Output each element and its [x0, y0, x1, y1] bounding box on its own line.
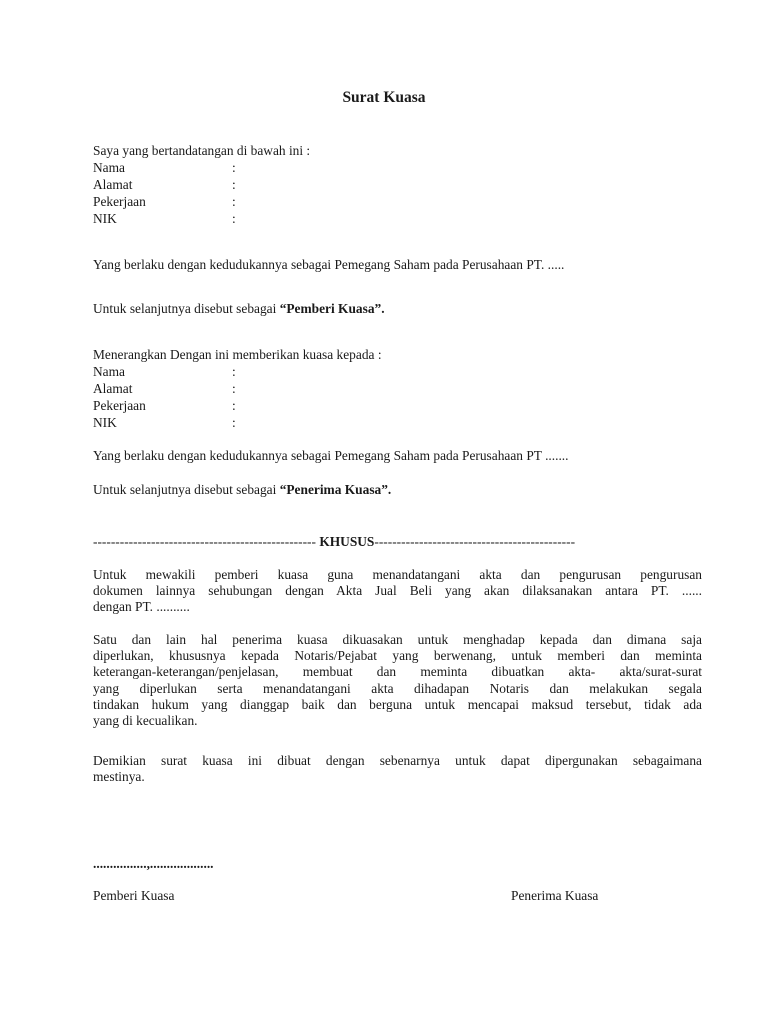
grantor-field-nik	[93, 210, 310, 227]
section-divider-khusus	[93, 533, 673, 550]
paragraph-line: yang di kecualikan.	[93, 712, 198, 728]
mandate-paragraph	[93, 567, 702, 616]
grantee-field-nik	[93, 414, 382, 431]
field-colon: :	[232, 415, 236, 430]
designation-term: “Pemberi Kuasa”.	[279, 301, 385, 316]
field-label: Pekerjaan	[93, 194, 146, 209]
paragraph-line: dokumen lainnya sehubungan dengan Akta Jual Beli yang akan dilaksanakan antara PT. ......	[93, 583, 702, 599]
grantor-designation	[93, 300, 385, 317]
closing-paragraph	[93, 753, 702, 785]
field-colon: :	[232, 364, 236, 379]
document-title: Surat Kuasa	[342, 89, 426, 106]
grantor-field-occupation	[93, 193, 310, 210]
grantee-field-occupation	[93, 397, 382, 414]
grantee-field-name	[93, 363, 382, 380]
grantee-position-text: Yang berlaku dengan kedudukannya sebagai Pemegang Saham pada Perusahaan PT .......	[93, 448, 569, 463]
paragraph-line: Satu dan lain hal penerima kuasa dikuasakan untuk menghadap kepada dan dimana saja	[93, 632, 702, 647]
paragraph-line: yang diperlukan serta menandatangani akta dihadapan Notaris dan melakukan segala	[93, 680, 702, 696]
field-colon: :	[232, 381, 236, 396]
paragraph-line: Demikian surat kuasa ini dibuat dengan sebenarnya untuk dapat dipergunakan sebagaimana	[93, 753, 702, 768]
designation-term: “Penerima Kuasa”.	[279, 482, 392, 497]
divider-label: KHUSUS	[315, 534, 375, 549]
field-label: Nama	[93, 364, 125, 379]
field-label: Alamat	[93, 177, 133, 192]
field-label: Alamat	[93, 381, 133, 396]
field-label: Nama	[93, 160, 125, 175]
intro-text: Saya yang bertandatangan di bawah ini :	[93, 143, 311, 158]
grantor-field-name	[93, 159, 310, 176]
paragraph-line: tindakan hukum yang dianggap baik dan berguna untuk mencapai maksud tersebut, tidak ada	[93, 696, 702, 712]
paragraph-line: diperlukan, khususnya kepada Notaris/Pejabat yang berwenang, untuk memberi dan meminta	[93, 648, 702, 664]
place-date-line: ................,...................	[93, 856, 214, 871]
field-colon: :	[232, 398, 236, 413]
designation-prefix: Untuk selanjutnya disebut sebagai	[93, 482, 280, 497]
field-label: NIK	[93, 415, 117, 430]
divider-dashes-right: ---------------------------------------------	[374, 534, 576, 549]
field-label: NIK	[93, 211, 117, 226]
grantee-section	[93, 346, 382, 431]
paragraph-line: keterangan-keterangan/penjelasan, membuat dan meminta dibuatkan akta- akta/surat-surat	[93, 664, 702, 680]
field-colon: :	[232, 211, 236, 226]
grant-statement: Menerangkan Dengan ini memberikan kuasa kepada :	[93, 347, 382, 362]
grantor-field-address	[93, 176, 310, 193]
signature-grantee: Penerima Kuasa	[511, 888, 599, 903]
signature-grantor: Pemberi Kuasa	[93, 888, 175, 903]
divider-dashes-left: --------------------------------------------------	[93, 534, 316, 549]
grantor-section	[93, 142, 310, 227]
grantee-designation	[93, 481, 391, 498]
grantor-position-text: Yang berlaku dengan kedudukannya sebagai Pemegang Saham pada Perusahaan PT. .....	[93, 257, 565, 272]
designation-prefix: Untuk selanjutnya disebut sebagai	[93, 301, 280, 316]
grantee-field-address	[93, 380, 382, 397]
paragraph-line: Untuk mewakili pemberi kuasa guna menandatangani akta dan pengurusan pengurusan	[93, 567, 702, 582]
field-label: Pekerjaan	[93, 398, 146, 413]
field-colon: :	[232, 194, 236, 209]
field-colon: :	[232, 160, 236, 175]
authority-paragraph	[93, 632, 702, 729]
paragraph-line: dengan PT. ..........	[93, 599, 190, 615]
paragraph-line: mestinya.	[93, 769, 145, 785]
field-colon: :	[232, 177, 236, 192]
